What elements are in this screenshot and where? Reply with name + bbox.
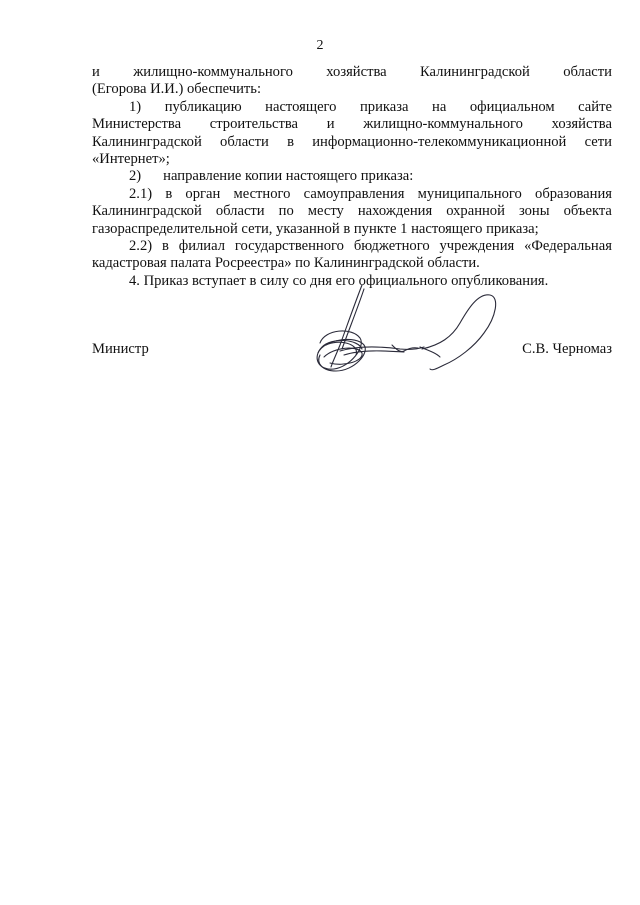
word: охранной <box>446 203 505 220</box>
word: бюджетного <box>353 237 430 254</box>
word: Калининградской <box>92 203 202 220</box>
text-line <box>92 134 612 151</box>
line-text: направление копии настоящего приказа: <box>163 168 414 185</box>
list-marker: 2) <box>129 168 142 185</box>
word: сайте <box>578 98 612 115</box>
word: в <box>161 237 169 254</box>
word: официальном <box>469 98 555 115</box>
word: образования <box>535 185 612 202</box>
word: жилищно-коммунального <box>133 64 293 80</box>
text-line <box>92 116 612 133</box>
text-line <box>92 168 612 185</box>
word: нахождения <box>357 203 433 220</box>
list-marker: 2.2) <box>129 237 153 254</box>
page-number: 2 <box>316 38 324 53</box>
handwritten-signature <box>300 283 510 388</box>
word: муниципального <box>417 185 522 202</box>
word: области <box>220 133 269 150</box>
word: сети <box>584 133 612 150</box>
word: области <box>563 64 612 80</box>
word: «Федеральная <box>524 237 612 254</box>
signatory-name: С.В. Черномаз <box>522 341 612 357</box>
word: публикацию <box>164 98 242 115</box>
text-line <box>92 99 612 116</box>
word: Министерства <box>92 116 182 133</box>
text-line <box>92 203 612 220</box>
text-line: 4. Приказ вступает в силу со дня его официального опубликования. <box>129 272 549 289</box>
word: объекта <box>563 203 612 220</box>
word: по <box>278 203 294 220</box>
word: хозяйства <box>551 116 612 133</box>
word: государственного <box>234 237 344 254</box>
word: учреждения <box>439 237 515 254</box>
word: области <box>215 203 265 220</box>
word: строительства <box>209 116 299 133</box>
text-line: (Егорова И.И.) обеспечить: <box>92 81 262 98</box>
word: на <box>432 98 447 115</box>
list-marker: 1) <box>129 98 142 115</box>
word: месту <box>307 203 344 220</box>
word: приказа <box>360 98 409 115</box>
word: в <box>165 185 173 202</box>
text-line <box>92 64 612 81</box>
text-line <box>92 186 612 203</box>
word: и <box>326 116 335 133</box>
word: Калининградской <box>92 133 202 150</box>
word: в <box>287 133 294 150</box>
word: зоны <box>518 203 550 220</box>
word: настоящего <box>265 98 337 115</box>
word: орган <box>185 185 221 202</box>
signatory-title: Министр <box>92 341 149 357</box>
text-line: «Интернет»; <box>92 150 170 167</box>
word: Калининградской <box>420 64 530 80</box>
list-marker: 2.1) <box>129 185 153 202</box>
word: информационно-телекоммуникационной <box>312 133 567 150</box>
word: хозяйства <box>326 64 387 80</box>
word: жилищно-коммунального <box>363 116 523 133</box>
word: местного <box>233 185 291 202</box>
word: и <box>92 64 100 80</box>
document-body <box>92 64 612 290</box>
text-line: кадастровая палата Росреестра» по Калининградской области. <box>92 255 480 272</box>
text-line: газораспределительной сети, указанной в пункте 1 настоящего приказа; <box>92 220 539 237</box>
word: самоуправления <box>303 185 405 202</box>
word: филиал <box>178 237 225 254</box>
text-line <box>92 238 612 255</box>
